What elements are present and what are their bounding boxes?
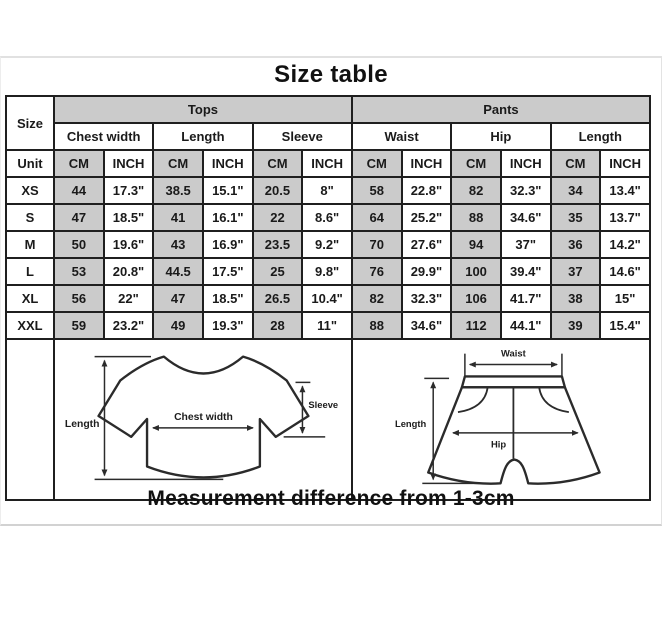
- cm-value-cell: 56: [54, 285, 104, 312]
- shorts-length-label: Length: [394, 417, 427, 429]
- cm-value-cell: 82: [451, 177, 501, 204]
- inch-value-cell: 8.6": [302, 204, 352, 231]
- table-row: [6, 258, 650, 285]
- col-header-tops-length: Length: [153, 123, 252, 150]
- unit-inch-cell: INCH: [501, 150, 551, 177]
- table-row: [6, 177, 650, 204]
- size-label-cell: XS: [6, 177, 54, 204]
- cm-value-cell: 38.5: [153, 177, 203, 204]
- waistband-outline: [462, 376, 565, 387]
- inch-value-cell: 39.4": [501, 258, 551, 285]
- inch-value-cell: 23.2": [104, 312, 154, 339]
- inch-value-cell: 17.3": [104, 177, 154, 204]
- table-row: [6, 231, 650, 258]
- cm-value-cell: 36: [551, 231, 601, 258]
- inch-value-cell: 8": [302, 177, 352, 204]
- group-header-row: [6, 96, 650, 123]
- cm-value-cell: 88: [451, 204, 501, 231]
- col-header-hip: Hip: [451, 123, 550, 150]
- unit-cm-cell: CM: [253, 150, 303, 177]
- unit-inch-cell: INCH: [203, 150, 253, 177]
- diagram-empty-cell: [6, 339, 54, 500]
- table-row: [6, 312, 650, 339]
- inch-value-cell: 11": [302, 312, 352, 339]
- unit-inch-cell: INCH: [600, 150, 650, 177]
- measure-header-row: [6, 123, 650, 150]
- footer-note: Measurement difference from 1-3cm: [147, 487, 515, 510]
- cm-value-cell: 53: [54, 258, 104, 285]
- cm-value-cell: 26.5: [253, 285, 303, 312]
- table-row: [6, 204, 650, 231]
- cm-value-cell: 94: [451, 231, 501, 258]
- unit-inch-cell: INCH: [104, 150, 154, 177]
- col-header-waist: Waist: [352, 123, 451, 150]
- cm-value-cell: 70: [352, 231, 402, 258]
- inch-value-cell: 16.1": [203, 204, 253, 231]
- inch-value-cell: 9.8": [302, 258, 352, 285]
- size-header-cell: Size: [6, 96, 54, 150]
- cm-value-cell: 20.5: [253, 177, 303, 204]
- inch-value-cell: 13.7": [600, 204, 650, 231]
- inch-value-cell: 41.7": [501, 285, 551, 312]
- cm-value-cell: 25: [253, 258, 303, 285]
- inch-value-cell: 19.6": [104, 231, 154, 258]
- cm-value-cell: 47: [54, 204, 104, 231]
- unit-row: [6, 150, 650, 177]
- unit-cm-cell: CM: [551, 150, 601, 177]
- unit-cm-cell: CM: [451, 150, 501, 177]
- inch-value-cell: 13.4": [600, 177, 650, 204]
- inch-value-cell: 32.3": [501, 177, 551, 204]
- cm-value-cell: 49: [153, 312, 203, 339]
- cm-value-cell: 88: [352, 312, 402, 339]
- cm-value-cell: 100: [451, 258, 501, 285]
- inch-value-cell: 10.4": [302, 285, 352, 312]
- inch-value-cell: 19.3": [203, 312, 253, 339]
- diagram-body: [6, 339, 650, 500]
- col-header-chest-width: Chest width: [54, 123, 153, 150]
- size-label-cell: S: [6, 204, 54, 231]
- size-table-body: [6, 177, 650, 339]
- cm-value-cell: 28: [253, 312, 303, 339]
- size-label-cell: XL: [6, 285, 54, 312]
- diagram-row: [6, 339, 650, 500]
- cm-value-cell: 58: [352, 177, 402, 204]
- cm-value-cell: 50: [54, 231, 104, 258]
- size-label-cell: L: [6, 258, 54, 285]
- col-header-sleeve: Sleeve: [253, 123, 352, 150]
- inch-value-cell: 25.2": [402, 204, 452, 231]
- inch-value-cell: 37": [501, 231, 551, 258]
- cm-value-cell: 44.5: [153, 258, 203, 285]
- inch-value-cell: 27.6": [402, 231, 452, 258]
- cm-value-cell: 76: [352, 258, 402, 285]
- cm-value-cell: 43: [153, 231, 203, 258]
- cm-value-cell: 34: [551, 177, 601, 204]
- inch-value-cell: 29.9": [402, 258, 452, 285]
- unit-cm-cell: CM: [153, 150, 203, 177]
- cm-value-cell: 39: [551, 312, 601, 339]
- sleeve-label: Sleeve: [308, 399, 339, 411]
- col-header-pants-length: Length: [551, 123, 650, 150]
- inch-value-cell: 16.9": [203, 231, 253, 258]
- size-table: [5, 95, 651, 501]
- table-row: [6, 285, 650, 312]
- unit-inch-cell: INCH: [402, 150, 452, 177]
- shirt-length-label: Length: [64, 418, 100, 430]
- inch-value-cell: 9.2": [302, 231, 352, 258]
- unit-cm-cell: CM: [352, 150, 402, 177]
- shirt-diagram: [55, 340, 351, 499]
- inch-value-cell: 32.3": [402, 285, 452, 312]
- inch-value-cell: 22": [104, 285, 154, 312]
- size-label-cell: M: [6, 231, 54, 258]
- cm-value-cell: 22: [253, 204, 303, 231]
- unit-cm-cell: CM: [54, 150, 104, 177]
- cm-value-cell: 47: [153, 285, 203, 312]
- size-label-cell: XXL: [6, 312, 54, 339]
- inch-value-cell: 18.5": [203, 285, 253, 312]
- inch-value-cell: 34.6": [501, 204, 551, 231]
- cm-value-cell: 59: [54, 312, 104, 339]
- inch-value-cell: 17.5": [203, 258, 253, 285]
- shirt-diagram-cell: [54, 339, 352, 500]
- inch-value-cell: 14.6": [600, 258, 650, 285]
- inch-value-cell: 15": [600, 285, 650, 312]
- hip-label: Hip: [490, 438, 507, 450]
- tops-group-header: Tops: [54, 96, 352, 123]
- cm-value-cell: 41: [153, 204, 203, 231]
- cm-value-cell: 35: [551, 204, 601, 231]
- inch-value-cell: 18.5": [104, 204, 154, 231]
- waist-label: Waist: [500, 347, 526, 359]
- inch-value-cell: 15.1": [203, 177, 253, 204]
- inch-value-cell: 20.8": [104, 258, 154, 285]
- cm-value-cell: 64: [352, 204, 402, 231]
- cm-value-cell: 44: [54, 177, 104, 204]
- cm-value-cell: 23.5: [253, 231, 303, 258]
- cm-value-cell: 82: [352, 285, 402, 312]
- pants-group-header: Pants: [352, 96, 650, 123]
- unit-header-cell: Unit: [6, 150, 54, 177]
- page-title: Size table: [274, 61, 388, 88]
- chest-width-label: Chest width: [174, 411, 233, 423]
- inch-value-cell: 15.4": [600, 312, 650, 339]
- inch-value-cell: 14.2": [600, 231, 650, 258]
- cm-value-cell: 37: [551, 258, 601, 285]
- cm-value-cell: 112: [451, 312, 501, 339]
- unit-inch-cell: INCH: [302, 150, 352, 177]
- cm-value-cell: 106: [451, 285, 501, 312]
- shorts-diagram: [353, 340, 649, 499]
- inch-value-cell: 22.8": [402, 177, 452, 204]
- inch-value-cell: 34.6": [402, 312, 452, 339]
- cm-value-cell: 38: [551, 285, 601, 312]
- inch-value-cell: 44.1": [501, 312, 551, 339]
- shorts-diagram-cell: [352, 339, 650, 500]
